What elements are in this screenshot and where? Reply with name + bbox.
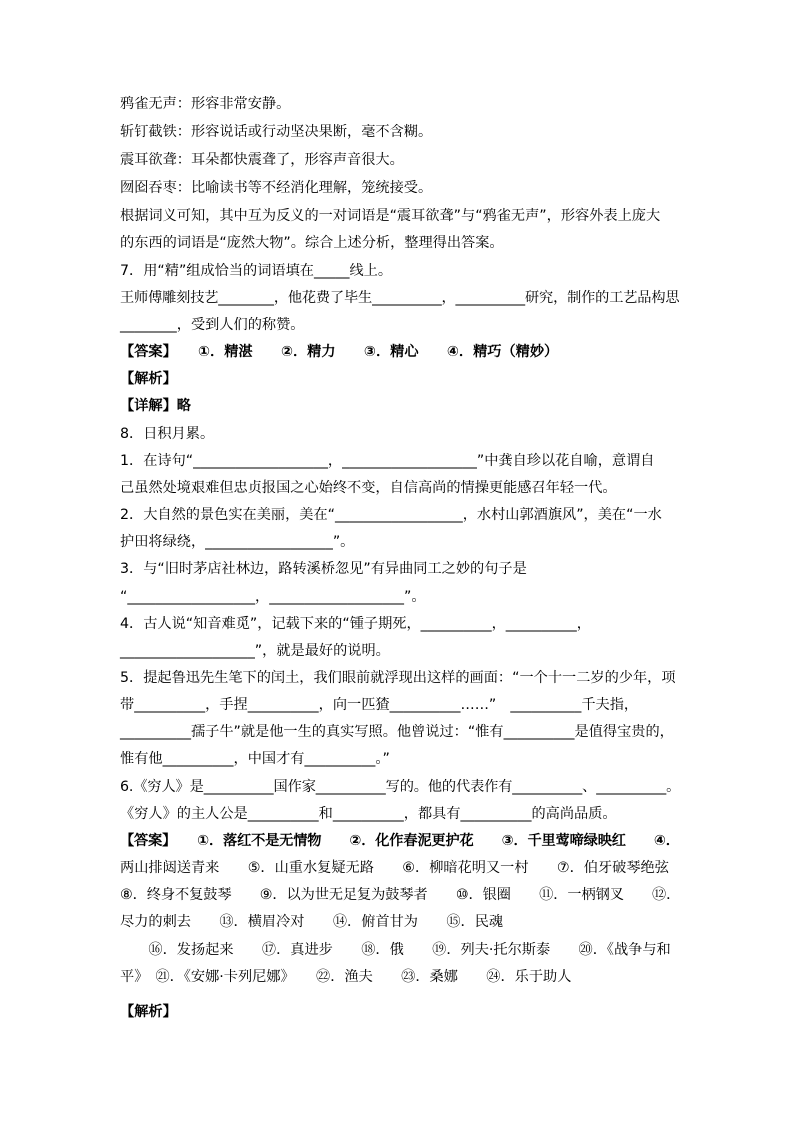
answer-line: ⑯．发扬起来 ⑰．真进步 ⑱．俄 ⑲．列夫·托尔斯泰 ⑳．《战争与和 bbox=[120, 942, 671, 958]
text-line: 的东西的词语是“庞然大物”。综合上述分析，整理得出答案。 bbox=[120, 235, 504, 251]
text-line: 己虽然处境艰难但忠贞报国之心始终不变，自信高尚的情操更能感召年轻一代。 bbox=[120, 480, 617, 496]
text-line: ___________________”，就是最好的说明。 bbox=[120, 643, 390, 659]
text-line: ________，受到人们的称赞。 bbox=[120, 317, 305, 333]
text-line: 4．古人说“知音难觅”，记载下来的“锺子期死，__________，__________， bbox=[120, 616, 591, 632]
text-line: 6.《穷人》是__________国作家__________写的。他的代表作有__________、__________。 bbox=[120, 779, 681, 795]
question-8-title: 8．日积月累。 bbox=[120, 426, 215, 442]
text-line: 2．大自然的景色实在美丽，美在“__________________，水村山郭酒旗风”，美在“一水 bbox=[120, 507, 662, 523]
answer-line: 两山排闼送青来 ⑤．山重水复疑无路 ⑥．柳暗花明又一村 ⑦．伯牙破琴绝弦 bbox=[120, 860, 669, 876]
answer-line: 【答案】 ①．落红不是无情物 ②．化作春泥更护花 ③．千里莺啼绿映红 ④． bbox=[120, 833, 680, 849]
text-line: 《穷人》的主人公是__________和__________，都具有__________的高尚品质。 bbox=[120, 806, 617, 822]
text-line: __________孺子牛”就是他一生的真实写照。他曾说过：“惟有__________是值得宝贵的， bbox=[120, 724, 674, 740]
answer-line: 平》 ㉑．《安娜·卡列尼娜》 ㉒．渔夫 ㉓．桑娜 ㉔．乐于助人 bbox=[120, 969, 572, 985]
answer-line: 【答案】 ①．精湛 ②．精力 ③．精心 ④．精巧（精妙） bbox=[120, 344, 559, 360]
text-line: 震耳欲聋：耳朵都快震聋了，形容声音很大。 bbox=[120, 152, 404, 168]
text-line: 鸦雀无声：形容非常安静。 bbox=[120, 96, 291, 112]
text-line: 囫囵吞枣：比喻读书等不经消化理解，笼统接受。 bbox=[120, 180, 433, 196]
text-line: 根据词义可知，其中互为反义的一对词语是“震耳欲聋”与“鸦雀无声”，形容外表上庞大 bbox=[120, 208, 661, 224]
answer-line: 尽力的刺去 ⑬．横眉冷对 ⑭．俯首甘为 ⑮．民魂 bbox=[120, 914, 504, 930]
text-line: 斩钉截铁：形容说话或行动坚决果断，毫不含糊。 bbox=[120, 124, 433, 140]
text-line: 3．与“旧时茅店社林边，路转溪桥忽见”有异曲同工之妙的句子是 bbox=[120, 561, 527, 577]
text-line: 带__________，手捏__________，向一匹猹__________……” __________千夫指， bbox=[120, 697, 639, 713]
text-line: 王师傅雕刻技艺________，他花费了毕生__________，__________研究，制作的工艺品构思 bbox=[120, 290, 680, 306]
answer-line: ⑧．终身不复鼓琴 ⑨．以为世无足复为鼓琴者 ⑩．银圈 ⑪．一柄钢叉 ⑫． bbox=[120, 887, 681, 903]
text-line: 1．在诗句“___________________，___________________”中龚自珍以花自喻，意谓自 bbox=[120, 453, 655, 469]
text-line: “__________________，___________________”。 bbox=[120, 589, 426, 605]
detail-heading: 【详解】略 bbox=[120, 398, 191, 414]
text-line: 护田将绿绕，__________________”。 bbox=[120, 534, 355, 550]
text-line: 惟有他__________，中国才有__________。” bbox=[120, 751, 390, 767]
text-line: 5．提起鲁迅先生笔下的闰土，我们眼前就浮现出这样的画面：“一个十一二岁的少年，项 bbox=[120, 670, 676, 686]
analysis-heading: 【解析】 bbox=[120, 371, 177, 387]
analysis-heading: 【解析】 bbox=[120, 1004, 177, 1020]
question-7-title: 7．用“精”组成恰当的词语填在_____线上。 bbox=[120, 263, 393, 279]
